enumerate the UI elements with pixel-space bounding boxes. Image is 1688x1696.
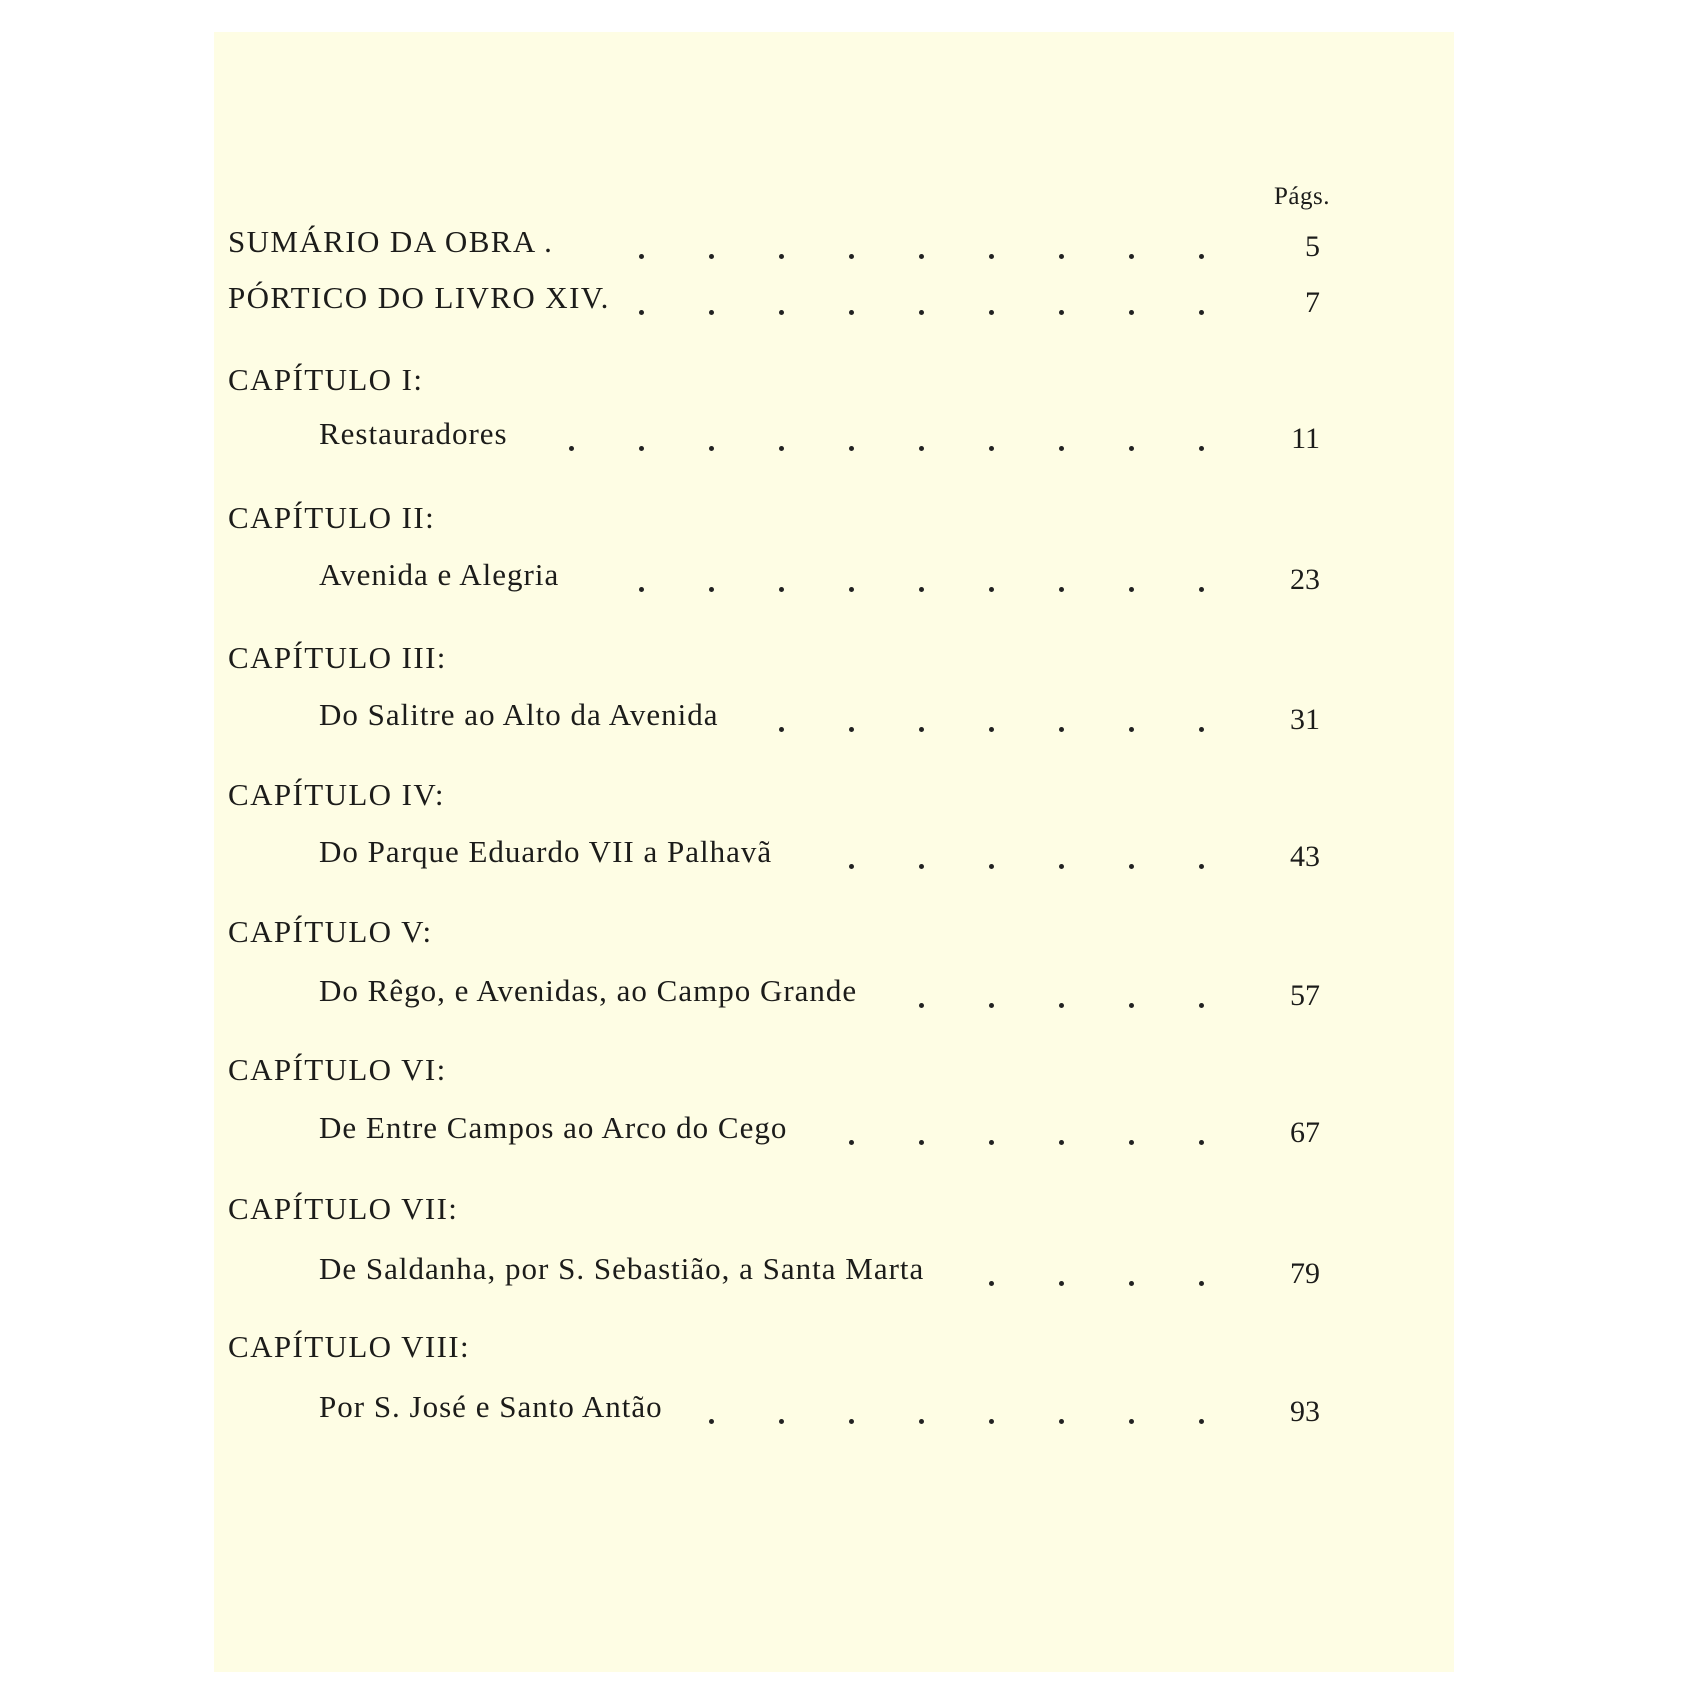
- leader-dot: [1129, 1003, 1134, 1008]
- toc-entry-title: De Entre Campos ao Arco do Cego: [319, 1110, 788, 1145]
- leader-dot: [1059, 254, 1064, 259]
- dot-leader: [214, 727, 1454, 733]
- toc-page-number: 31: [1290, 703, 1320, 736]
- toc-entry-title: Do Salitre ao Alto da Avenida: [319, 697, 719, 732]
- toc-chapter-heading: [214, 640, 1454, 690]
- toc-page-number: 11: [1291, 422, 1320, 455]
- leader-dot: [989, 446, 994, 451]
- leader-dot: [1059, 310, 1064, 315]
- toc-entry-title: Do Rêgo, e Avenidas, ao Campo Grande: [319, 973, 858, 1008]
- leader-dot: [1129, 310, 1134, 315]
- chapter-heading: CAPÍTULO VII:: [228, 1191, 459, 1226]
- toc-entry-chapter-8: [214, 1389, 1454, 1439]
- leader-dot: [849, 727, 854, 732]
- leader-dot: [919, 1003, 924, 1008]
- leader-dot: [989, 254, 994, 259]
- leader-dot: [989, 1003, 994, 1008]
- leader-dot: [709, 587, 714, 592]
- toc-entry-title: Avenida e Alegria: [319, 557, 560, 592]
- leader-dot: [1059, 1140, 1064, 1145]
- toc-entry-title: Por S. José e Santo Antão: [319, 1389, 663, 1424]
- dot-leader: [214, 1281, 1454, 1287]
- leader-dot: [639, 587, 644, 592]
- toc-entry-title: PÓRTICO DO LIVRO XIV.: [228, 280, 610, 315]
- toc-entry-chapter-6: [214, 1110, 1454, 1160]
- toc-chapter-heading: [214, 777, 1454, 827]
- leader-dot: [919, 1140, 924, 1145]
- leader-dot: [569, 446, 574, 451]
- toc-entry-title: Restauradores: [319, 416, 508, 451]
- leader-dot: [1129, 1419, 1134, 1424]
- leader-dot: [849, 1419, 854, 1424]
- toc-chapter-heading: [214, 1191, 1454, 1241]
- leader-dot: [849, 446, 854, 451]
- leader-dot: [779, 727, 784, 732]
- leader-dot: [1129, 587, 1134, 592]
- leader-dot: [919, 310, 924, 315]
- leader-dot: [779, 446, 784, 451]
- leader-dot: [779, 254, 784, 259]
- leader-dot: [1059, 446, 1064, 451]
- toc-chapter-heading: [214, 500, 1454, 550]
- leader-dot: [1199, 446, 1204, 451]
- toc-chapter-heading: [214, 1052, 1454, 1102]
- leader-dot: [709, 310, 714, 315]
- toc-page-number: 57: [1290, 979, 1320, 1012]
- leader-dot: [1199, 1281, 1204, 1286]
- toc-entry-portico: [214, 280, 1454, 330]
- leader-dot: [1199, 1140, 1204, 1145]
- chapter-heading: CAPÍTULO VI:: [228, 1052, 447, 1087]
- pages-column-label: Págs.: [1274, 183, 1330, 210]
- dot-leader: [214, 254, 1454, 260]
- leader-dot: [1199, 1419, 1204, 1424]
- leader-dot: [919, 727, 924, 732]
- leader-dot: [779, 587, 784, 592]
- toc-entry-title: De Saldanha, por S. Sebastião, a Santa Marta: [319, 1251, 925, 1286]
- leader-dot: [709, 1419, 714, 1424]
- leader-dot: [919, 1419, 924, 1424]
- toc-entry-title: SUMÁRIO DA OBRA .: [228, 224, 554, 259]
- toc-page-number: 7: [1305, 286, 1320, 319]
- leader-dot: [1129, 864, 1134, 869]
- dot-leader: [214, 1140, 1454, 1146]
- leader-dot: [1129, 254, 1134, 259]
- chapter-heading: CAPÍTULO IV:: [228, 777, 445, 812]
- leader-dot: [919, 864, 924, 869]
- leader-dot: [1199, 1003, 1204, 1008]
- leader-dot: [1059, 1419, 1064, 1424]
- toc-entry-chapter-7: [214, 1251, 1454, 1301]
- toc-entry-title: Do Parque Eduardo VII a Palhavã: [319, 834, 773, 869]
- toc-page-number: 67: [1290, 1116, 1320, 1149]
- leader-dot: [1059, 1003, 1064, 1008]
- dot-leader: [214, 864, 1454, 870]
- leader-dot: [849, 864, 854, 869]
- chapter-heading: CAPÍTULO I:: [228, 362, 424, 397]
- toc-chapter-heading: [214, 1329, 1454, 1379]
- leader-dot: [919, 587, 924, 592]
- dot-leader: [214, 446, 1454, 452]
- leader-dot: [849, 1140, 854, 1145]
- leader-dot: [1199, 864, 1204, 869]
- leader-dot: [1129, 1140, 1134, 1145]
- leader-dot: [849, 310, 854, 315]
- leader-dot: [989, 1140, 994, 1145]
- leader-dot: [1059, 864, 1064, 869]
- leader-dot: [1059, 727, 1064, 732]
- leader-dot: [849, 254, 854, 259]
- dot-leader: [214, 310, 1454, 316]
- leader-dot: [709, 254, 714, 259]
- leader-dot: [1059, 587, 1064, 592]
- chapter-heading: CAPÍTULO VIII:: [228, 1329, 471, 1364]
- toc-entry-chapter-2: [214, 557, 1454, 607]
- dot-leader: [214, 1003, 1454, 1009]
- dot-leader: [214, 1419, 1454, 1425]
- book-page: [214, 32, 1454, 1672]
- leader-dot: [849, 587, 854, 592]
- leader-dot: [1129, 446, 1134, 451]
- leader-dot: [639, 446, 644, 451]
- leader-dot: [1129, 1281, 1134, 1286]
- toc-entry-chapter-3: [214, 697, 1454, 747]
- toc-chapter-heading: [214, 914, 1454, 964]
- toc-entry-summary: [214, 224, 1454, 274]
- leader-dot: [1199, 310, 1204, 315]
- toc-page-number: 79: [1290, 1257, 1320, 1290]
- leader-dot: [779, 1419, 784, 1424]
- chapter-heading: CAPÍTULO III:: [228, 640, 447, 675]
- leader-dot: [989, 864, 994, 869]
- chapter-heading: CAPÍTULO II:: [228, 500, 436, 535]
- dot-leader: [214, 587, 1454, 593]
- leader-dot: [989, 727, 994, 732]
- chapter-heading: CAPÍTULO V:: [228, 914, 433, 949]
- leader-dot: [639, 254, 644, 259]
- toc-entry-chapter-4: [214, 834, 1454, 884]
- leader-dot: [989, 1419, 994, 1424]
- leader-dot: [1059, 1281, 1064, 1286]
- toc-page-number: 5: [1305, 230, 1320, 263]
- leader-dot: [989, 1281, 994, 1286]
- leader-dot: [1199, 727, 1204, 732]
- toc-page-number: 43: [1290, 840, 1320, 873]
- leader-dot: [989, 310, 994, 315]
- leader-dot: [919, 446, 924, 451]
- leader-dot: [989, 587, 994, 592]
- leader-dot: [919, 254, 924, 259]
- toc-page-number: 23: [1290, 563, 1320, 596]
- toc-entry-chapter-1: [214, 416, 1454, 466]
- leader-dot: [779, 310, 784, 315]
- leader-dot: [1199, 587, 1204, 592]
- toc-page-number: 93: [1290, 1395, 1320, 1428]
- toc-entry-chapter-5: [214, 973, 1454, 1023]
- leader-dot: [1129, 727, 1134, 732]
- leader-dot: [639, 310, 644, 315]
- leader-dot: [1199, 254, 1204, 259]
- leader-dot: [709, 446, 714, 451]
- toc-chapter-heading: [214, 362, 1454, 412]
